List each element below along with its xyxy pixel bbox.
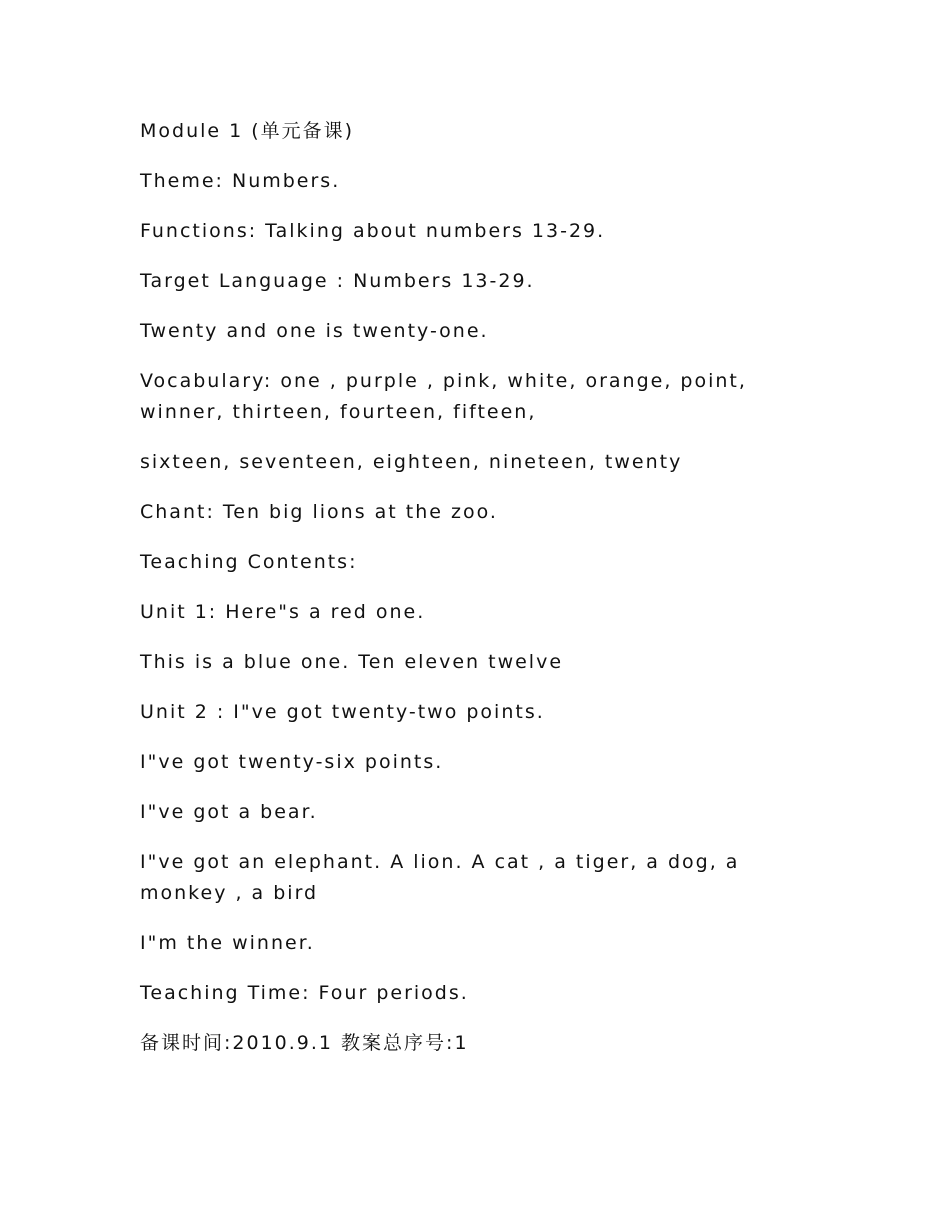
example-sentence: Twenty and one is twenty-one.: [140, 320, 489, 342]
unit-1-line: Unit 1: Here"s a red one.: [140, 601, 426, 623]
unit-2-sentence-3: I"ve got an elephant. A lion. A cat , a tiger, a dog, a monkey , a bird: [140, 851, 740, 904]
document-body: [140, 116, 820, 1078]
preparation-info-line: 备课时间:2010.9.1 教案总序号:1: [140, 1032, 469, 1054]
theme-line: Theme: Numbers.: [140, 170, 341, 192]
teaching-time-line: Teaching Time: Four periods.: [140, 982, 469, 1004]
unit-2-sentence-1: I"ve got twenty-six points.: [140, 751, 444, 773]
functions-line: Functions: Talking about numbers 13-29.: [140, 220, 606, 242]
unit-2-sentence-4: I"m the winner.: [140, 932, 315, 954]
unit-1-sentence: This is a blue one. Ten eleven twelve: [140, 651, 564, 673]
vocabulary-continued: sixteen, seventeen, eighteen, nineteen, twenty: [140, 451, 683, 473]
unit-2-sentence-2: I"ve got a bear.: [140, 801, 318, 823]
module-heading: Module 1 (单元备课): [140, 120, 355, 142]
vocabulary-line: Vocabulary: one , purple , pink, white, orange, point, winner, thirteen, fourteen, fifteen,: [140, 370, 747, 423]
chant-line: Chant: Ten big lions at the zoo.: [140, 501, 498, 523]
unit-2-line: Unit 2 : I"ve got twenty-two points.: [140, 701, 545, 723]
teaching-contents-heading: Teaching Contents:: [140, 551, 358, 573]
target-language-line: Target Language : Numbers 13-29.: [140, 270, 535, 292]
